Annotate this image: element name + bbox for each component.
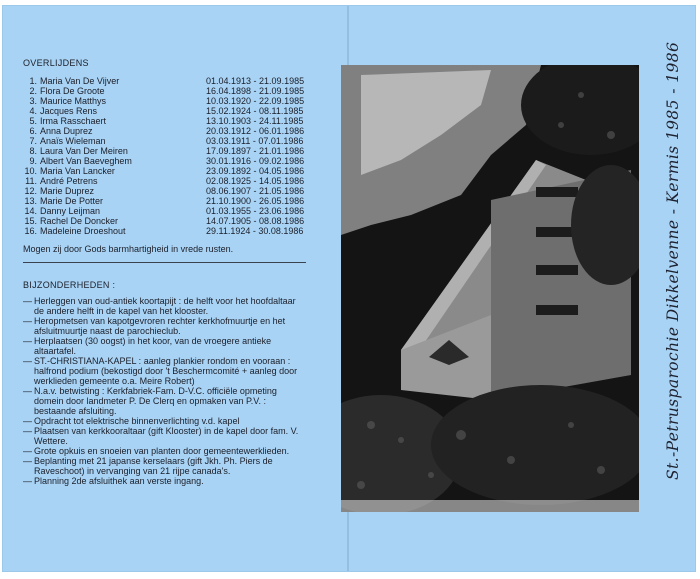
details-heading: BIJZONDERHEDEN : [23, 280, 116, 290]
detail-item [23, 316, 308, 336]
detail-item [23, 386, 308, 416]
bullet-dash: — [23, 476, 32, 486]
bullet-dash: — [23, 336, 32, 346]
detail-text: Plaatsen van kerkkooraltaar (gift Klooster) in de kapel door fam. V. Wettere. [34, 426, 299, 446]
detail-text: Herplaatsen (30 oogst) in het koor, van de vroegere antieke altaartafel. [34, 336, 272, 356]
obituary-row [23, 136, 304, 146]
closing-prayer: Mogen zij door Gods barmhartigheid in vrede rusten. [23, 244, 234, 254]
obituary-number: 16. [24, 226, 37, 236]
chapel-photo [341, 65, 639, 512]
obituary-row [23, 206, 304, 216]
obituary-dates: 14.07.1905 - 08.08.1986 [206, 216, 305, 226]
obituary-number: 2. [29, 86, 37, 96]
obituary-row [23, 86, 304, 96]
obituary-dates: 08.06.1907 - 21.05.1986 [206, 186, 305, 196]
detail-text: Grote opkuis en snoeien van planten door gemeentewerklieden. [34, 446, 290, 456]
obituary-row [23, 216, 304, 226]
bullet-dash: — [23, 446, 32, 456]
detail-item [23, 446, 308, 456]
detail-text: Beplanting met 21 japanse kerselaars (gift Jkh. Ph. Piers de Raveschoot) in vervanging van 21 rijpe canada's. [34, 456, 273, 476]
divider-line [23, 262, 306, 263]
detail-item [23, 476, 308, 486]
detail-text: Opdracht tot elektrische binnenverlichting v.d. kapel [34, 416, 240, 426]
bullet-dash: — [23, 456, 32, 466]
bullet-dash: — [23, 426, 32, 436]
obituary-row [23, 106, 304, 116]
obituary-dates: 01.03.1955 - 23.06.1986 [206, 206, 305, 216]
bullet-dash: — [23, 316, 32, 326]
obituary-dates: 16.04.1898 - 21.09.1985 [206, 86, 305, 96]
obituary-dates: 10.03.1920 - 22.09.1985 [206, 96, 305, 106]
obituary-dates: 17.09.1897 - 21.01.1986 [206, 146, 305, 156]
detail-item [23, 356, 308, 386]
obituary-dates: 01.04.1913 - 21.09.1985 [206, 76, 305, 86]
obituary-number: 4. [29, 106, 37, 116]
obituary-name: Maria Van Lancker [40, 166, 115, 176]
obituaries-list [23, 76, 304, 236]
vertical-title: St.-Petrusparochie Dikkelvenne - Kermis 1985 - 1986 [664, 41, 682, 480]
obituary-number: 1. [29, 76, 37, 86]
obituary-name: Flora De Groote [40, 86, 105, 96]
obituary-row [23, 76, 304, 86]
obituary-number: 15. [24, 216, 37, 226]
details-list [23, 296, 308, 486]
detail-item [23, 336, 308, 356]
left-page [23, 58, 323, 486]
obituary-number: 7. [29, 136, 37, 146]
detail-text: Planning 2de afsluithek aan verste ingang. [34, 476, 204, 486]
obituary-dates: 21.10.1900 - 26.05.1986 [206, 196, 305, 206]
bullet-dash: — [23, 416, 32, 426]
obituary-number: 11. [25, 176, 37, 186]
obituary-number: 5. [29, 116, 37, 126]
obituary-name: André Petrens [40, 176, 98, 186]
obituary-dates: 30.01.1916 - 09.02.1986 [206, 156, 305, 166]
obituary-dates: 13.10.1903 - 24.11.1985 [206, 116, 304, 126]
obituary-dates: 23.09.1892 - 04.05.1986 [206, 166, 305, 176]
obituary-row [23, 96, 304, 106]
obituary-name: Laura Van Der Meiren [40, 146, 128, 156]
obituary-name: Danny Leijman [40, 206, 101, 216]
obituary-number: 10. [24, 166, 37, 176]
obituary-dates: 02.08.1925 - 14.05.1986 [206, 176, 305, 186]
obituary-row [23, 176, 304, 186]
detail-text: ST.-CHRISTIANA-KAPEL : aanleg plankier rondom en vooraan : halfrond podium (bekostigd door 't Beschermcomité + aanleg door werklieden gemeente o.a. Meire Robert) [34, 356, 298, 386]
obituary-dates: 03.03.1911 - 07.01.1986 [206, 136, 304, 146]
obituary-number: 14. [24, 206, 37, 216]
obituary-row [23, 186, 304, 196]
obituary-name: Anna Duprez [40, 126, 93, 136]
obituary-number: 9. [29, 156, 37, 166]
obituary-number: 3. [29, 96, 37, 106]
obituary-dates: 29.11.1924 - 30.08.1986 [206, 226, 304, 236]
detail-item [23, 416, 308, 426]
obituary-name: Maurice Matthys [40, 96, 107, 106]
obituary-name: Rachel De Doncker [40, 216, 119, 226]
obituary-dates: 15.02.1924 - 08.11.1985 [206, 106, 304, 116]
bullet-dash: — [23, 386, 32, 396]
obituary-number: 13. [24, 196, 37, 206]
detail-item [23, 456, 308, 476]
obituary-row [23, 226, 304, 236]
obituary-number: 12. [24, 186, 37, 196]
obituaries-heading: OVERLIJDENS [23, 58, 89, 68]
obituary-number: 6. [29, 126, 37, 136]
obituary-name: Marie De Potter [40, 196, 104, 206]
obituary-name: Anaïs Wieleman [40, 136, 106, 146]
obituary-name: Maria Van De Vijver [40, 76, 120, 86]
obituary-row [23, 146, 304, 156]
obituary-name: Marie Duprez [40, 186, 95, 196]
bullet-dash: — [23, 296, 32, 306]
obituary-name: Irma Rasschaert [40, 116, 107, 126]
obituary-row [23, 196, 304, 206]
obituary-row [23, 116, 304, 126]
obituary-row [23, 166, 304, 176]
obituary-name: Albert Van Baeveghem [40, 156, 132, 166]
obituary-name: Madeleine Droeshout [40, 226, 126, 236]
detail-item [23, 426, 308, 446]
obituary-dates: 20.03.1912 - 06.01.1986 [206, 126, 305, 136]
bullet-dash: — [23, 356, 32, 366]
obituary-name: Jacques Rens [40, 106, 98, 116]
obituary-row [23, 126, 304, 136]
detail-text: Herleggen van oud-antiek koortapijt : de helft voor het hoofdaltaar de andere helft in de kapel van het klooster. [34, 296, 296, 316]
detail-item [23, 296, 308, 316]
obituary-row [23, 156, 304, 166]
obituary-number: 8. [29, 146, 37, 156]
detail-text: N.a.v. betwisting : Kerkfabriek-Fam. D-V.C. officiële opmeting domein door landmeter P. De Clerq en opmaken van P.V. : bestaande afsluiting. [34, 386, 277, 416]
detail-text: Heropmetsen van kapotgevroren rechter kerkhofmuurtje en het afsluitmuurtje naast de parochieclub. [34, 316, 286, 336]
